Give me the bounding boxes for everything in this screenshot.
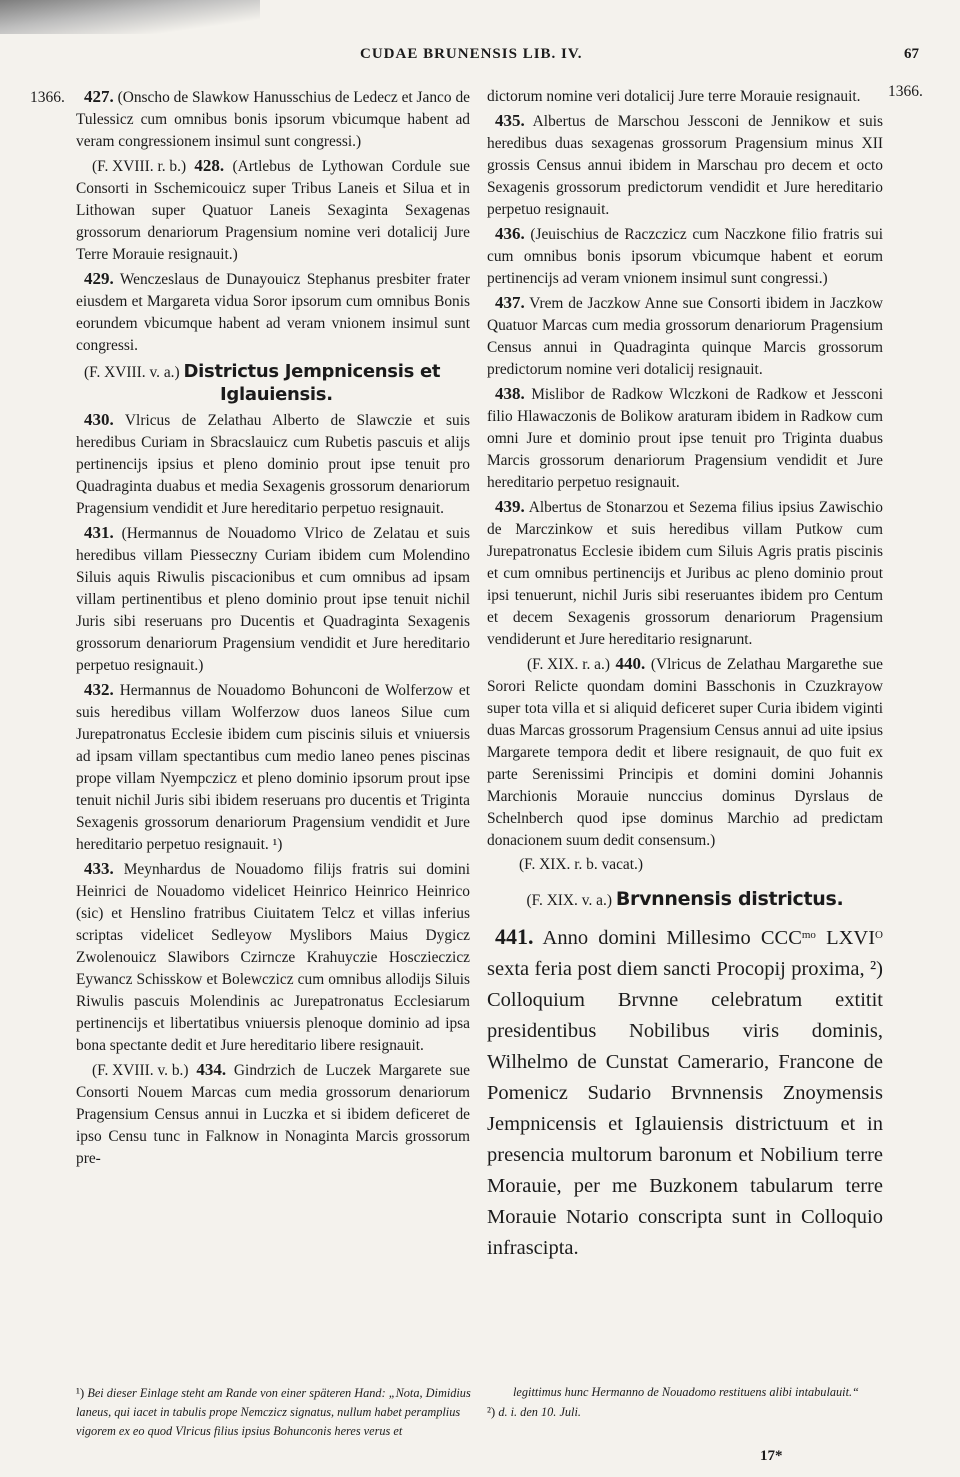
entry-number: 440. (615, 654, 646, 673)
entry-number: 434. (196, 1060, 227, 1079)
entry-439 (487, 496, 883, 651)
folio-reference: (F. XVIII. r. b.) (92, 158, 187, 175)
page-number: 67 (904, 46, 919, 62)
folio-reference: (F. XIX. r. a.) (527, 656, 610, 673)
entry-441 (487, 920, 883, 1264)
entry-text: Wenczeslaus de Dunayouicz Stephanus presbiter frater eiusdem et Margareta vidua Soror ipsorum cum omnibus Bonis eorundem vbicumque habent ad veram vnionem insimul sunt congressi. (76, 271, 470, 354)
entry-text: Colloquium Brvnne celebratum extitit presidentibus Nobilibus viris dominis, Wilhelmo de Cunstat Camerario, Francone de Pomenicz Sudario Brvnnensis Znoymensis Jempnicensis et Iglauiensis districtuum et in presencia multorum baronum et Nobilium terre Morauie, per me Buzkonem tabularum terre Morauie Notario conscripta sunt in Colloquio infrascipta. (487, 989, 883, 1259)
entry-text: (Onscho de Slawkow Hanusschius de Ledecz et Janco de Tulessicz cum omnibus bonis ipsorum vbicumque habent ad veram congressionem insimul sunt congressi.) (76, 89, 470, 150)
entry-number: 435. (495, 111, 525, 130)
entry-432 (76, 679, 470, 856)
entry-text: (Hermannus de Nouadomo Vlrico de Zelatau et suis heredibus villam Piesseczny Curiam ibidem cum Molendino Siluis aquis Riwulis piscacionibus et cum omnibus ad ipsam villam pertinentibus et pleno dominio prout ipse tenuit nichil Juris sibi reseruans pro Ducentis et Quadraginta Sexagenis grossorum denariorum Pragensium vendidit et Jure hereditario perpetuo resignauit.) (76, 525, 470, 674)
entry-number: 433. (84, 859, 114, 878)
entry-number: 438. (495, 384, 525, 403)
entry-427 (76, 86, 470, 153)
entry-435 (487, 110, 883, 221)
entry-437 (487, 292, 883, 381)
margin-year-left: 1366. (30, 89, 65, 106)
vacat-note (487, 854, 883, 876)
footnote-marker: ²) (870, 958, 884, 980)
entry-436 (487, 223, 883, 290)
entry-text: Meynhardus de Nouadomo filijs fratris sui domini Heinrici de Nouadomo videlicet Heinrico Heinrico Heinrico (sic) et Henslino fratribus Ciuitatem Telcz et villas inferius scriptas videlicet Sedleyow Myslibors Maius Dygicz Zwolenouicz Slawibors Czirncze Krahuyczie Hosczieczicz Eywancz Schisskow et Bolewczicz cum omnibus allodijs Siluis Riwulis pascuis Molendinis ac Jurepatronatus Ecclesiarum pertinencijs et libertatibus vniuersis plenoque dominio ad ipsa bona spectante dedit et Jure hereditario libere resignauit. (76, 861, 470, 1054)
entry-number: 432. (84, 680, 114, 699)
district-title-cont: Iglauiensis. (220, 384, 333, 405)
entry-number: 427. (84, 87, 114, 106)
entry-text: Vlricus de Zelathau Alberto de Slawczie et suis heredibus Curiam in Sbracslauicz cum Rubetis pascuis et alijs pertinencijs ipsius et pleno dominio prout ipse tenuit pro Quadraginta duabus et media Sexagenis grossorum denariorum Pragensium vendidit et Jure hereditario perpetuo resignauit. (76, 412, 470, 517)
superscript: mo (801, 929, 816, 941)
running-head (0, 46, 960, 70)
entry-text: LXVI (815, 927, 876, 949)
entry-text: (Vlricus de Zelathau Margarethe sue Sorori Relicte quondam domini Basschonis in Czuzkrayow super tota villa et si aliquid deficeret super Curia ibidem viginti duas Marcas grossorum Pragensium Census annui ad uite ipsius Margarete tempora dedit et libere resignauit, de quo fuit ex parte Serenissimi Principis et domini domini Johannis Marchionis Morauie nunccius dominus Dyrslaus de Schelnberch quod ipse dominus Marchio ad predictam donacionem suum dedit consensum.) (487, 656, 883, 849)
footnote-text: d. i. den 10. Juli. (498, 1405, 581, 1419)
entry-428 (76, 155, 470, 266)
folio-reference: (F. XIX. v. a.) (526, 892, 612, 909)
entry-text: Albertus de Stonarzou et Sezema filius ipsius Zawischio de Marczinkow et suis heredibus villam Putkow cum Jurepatronatus Ecclesie ibidem cum Siluis Agris pratis piscinis et cum omnibus pertinencijs et Juribus ac pleno dominio prout ipsi tenuerunt, nichil Juris sibi reseruantes ibidem pro Centum et decem Sexagenis grossorum denariorum Pragensium vendiderunt et Jure hereditario resignarunt. (487, 499, 883, 648)
entry-text: Albertus de Marschou Jessconi de Jennikow et suis heredibus duas sexagenas grossorum Pragensium minus XII grossis Census annui ibidem in Marschau pro decem et octo Sexagenis grossorum predictorum vendidit et Jure hereditario perpetuo resignauit. (487, 113, 883, 218)
district-title: Districtus Jempnicensis et (183, 361, 441, 382)
entry-number: 428. (194, 156, 225, 175)
margin-year-right: 1366. (888, 83, 923, 100)
entry-text: Hermannus de Nouadomo Bohunconi de Wolferzow et suis heredibus villam Wolferzow duos laneos Silue cum Jurepatronatus Ecclesie ibidem cum piscinis siluis et vniuersis ad ipsam villam spectantibus cum medio laneo penes piscinas prope villam Nyempczicz et pleno dominio ipsorum prout ipse tenuit nichil Juris sibi ibidem reseruans pro ducentis et Triginta Sexagenis grossorum denariorum Pragensium vendidit et Jure hereditario perpetuo resignauit. (76, 682, 470, 853)
folio-reference: (F. XIX. r. b. vacat.) (519, 856, 643, 873)
entry-number: 439. (495, 497, 525, 516)
district-title: Brvnnensis districtus. (615, 888, 844, 910)
entry-number: 430. (84, 410, 114, 429)
scan-shadow (0, 0, 260, 34)
folio-reference: (F. XVIII. v. b.) (92, 1062, 189, 1079)
entry-text: (Artlebus de Lythowan Cordule sue Consorti in Sschemicouicz super Tribus Laneis et Silua et in Lithowan super Quatuor Laneis Sexaginta Sexagenas grossorum denariorum Pragensium nomine veri dotalicij Jure Terre Morauie resignauit.) (76, 158, 470, 263)
entry-number: 436. (495, 224, 525, 243)
district-heading-jempnicensis (76, 361, 470, 407)
entry-text: Mislibor de Radkow Wlczkoni de Radkow et Jessconi filio Hlawaczonis de Bolikow araturam ibidem in Radkow cum omni Jure et dominio prout ipse tenuit pro Triginta duabus Marcis grossorum denariorum Pragensium vendidit et Jure hereditario perpetuo resignauit. (487, 386, 883, 491)
folio-reference: (F. XVIII. v. a.) (84, 364, 180, 381)
entry-number: 441. (495, 924, 534, 949)
entry-text: Vrem de Jaczkow Anne sue Consorti ibidem in Jaczkow Quatuor Marcas cum media grossorum denariorum Pragensium Census annui in Quadraginta quinque Marcis grossorum predictorum nomine veri dotalicij resignauit. (487, 295, 884, 378)
footnote-2 (487, 1402, 883, 1422)
entry-440 (487, 653, 883, 852)
district-heading-brunensis (487, 888, 883, 912)
entry-text: Gindrzich de Luczek Margarete sue Consorti Nouem Marcas cum media grossorum denariorum Pragensium Census annui in Luczka et si ibidem deficeret de ipso Censu tunc in Falknow in Nonaginta Marcis grossorum pre- (76, 1062, 470, 1167)
entry-430 (76, 409, 470, 520)
footnote-marker: ¹) (76, 1385, 85, 1400)
entry-number: 429. (84, 269, 114, 288)
footnote-marker: ¹) (272, 836, 283, 853)
entry-434 (76, 1059, 470, 1170)
footnote-1-continued (487, 1383, 883, 1402)
entry-text: sexta feria post diem sancti Procopij proxima, (487, 958, 865, 980)
footnote-1 (76, 1383, 476, 1441)
right-column (487, 86, 883, 1266)
entry-text: (Jeuischius de Raczczicz cum Naczkone filio fratris sui cum omnibus bonis ipsorum vbicumque habent et eorum pertinencijs ad veram vnionem insimul sunt congressi.) (487, 226, 883, 287)
entry-text: dictorum nomine veri dotalicij Jure terre Morauie resignauit. (487, 88, 861, 105)
entry-429 (76, 268, 470, 357)
footnote-text: Bei dieser Einlage steht am Rande von einer späteren Hand: „Nota, Dimidius laneus, qui iacet in tabulis prope Nemczicz signatus, nullum habet peramplius vigorem ex eo quod Vlricus filius ipsius Bohunconis heres verus et (76, 1386, 471, 1438)
running-title: CUDAE BRUNENSIS LIB. IV. (360, 46, 583, 62)
entry-433 (76, 858, 470, 1057)
entry-number: 437. (495, 293, 525, 312)
superscript: O (875, 929, 883, 941)
entry-438 (487, 383, 883, 494)
left-column (76, 86, 470, 1172)
footnote-text: legittimus hunc Hermanno de Nouadomo restituens alibi intabulauit.“ (513, 1385, 859, 1399)
entry-434-continued (487, 86, 883, 108)
footnotes-right (487, 1383, 883, 1422)
entry-431 (76, 522, 470, 677)
printer-signature-mark: 17* (760, 1448, 783, 1464)
entry-text: Anno domini Millesimo CCC (542, 927, 802, 949)
footnote-marker: ²) (487, 1404, 496, 1419)
footnotes-left (76, 1383, 476, 1441)
entry-number: 431. (84, 523, 114, 542)
